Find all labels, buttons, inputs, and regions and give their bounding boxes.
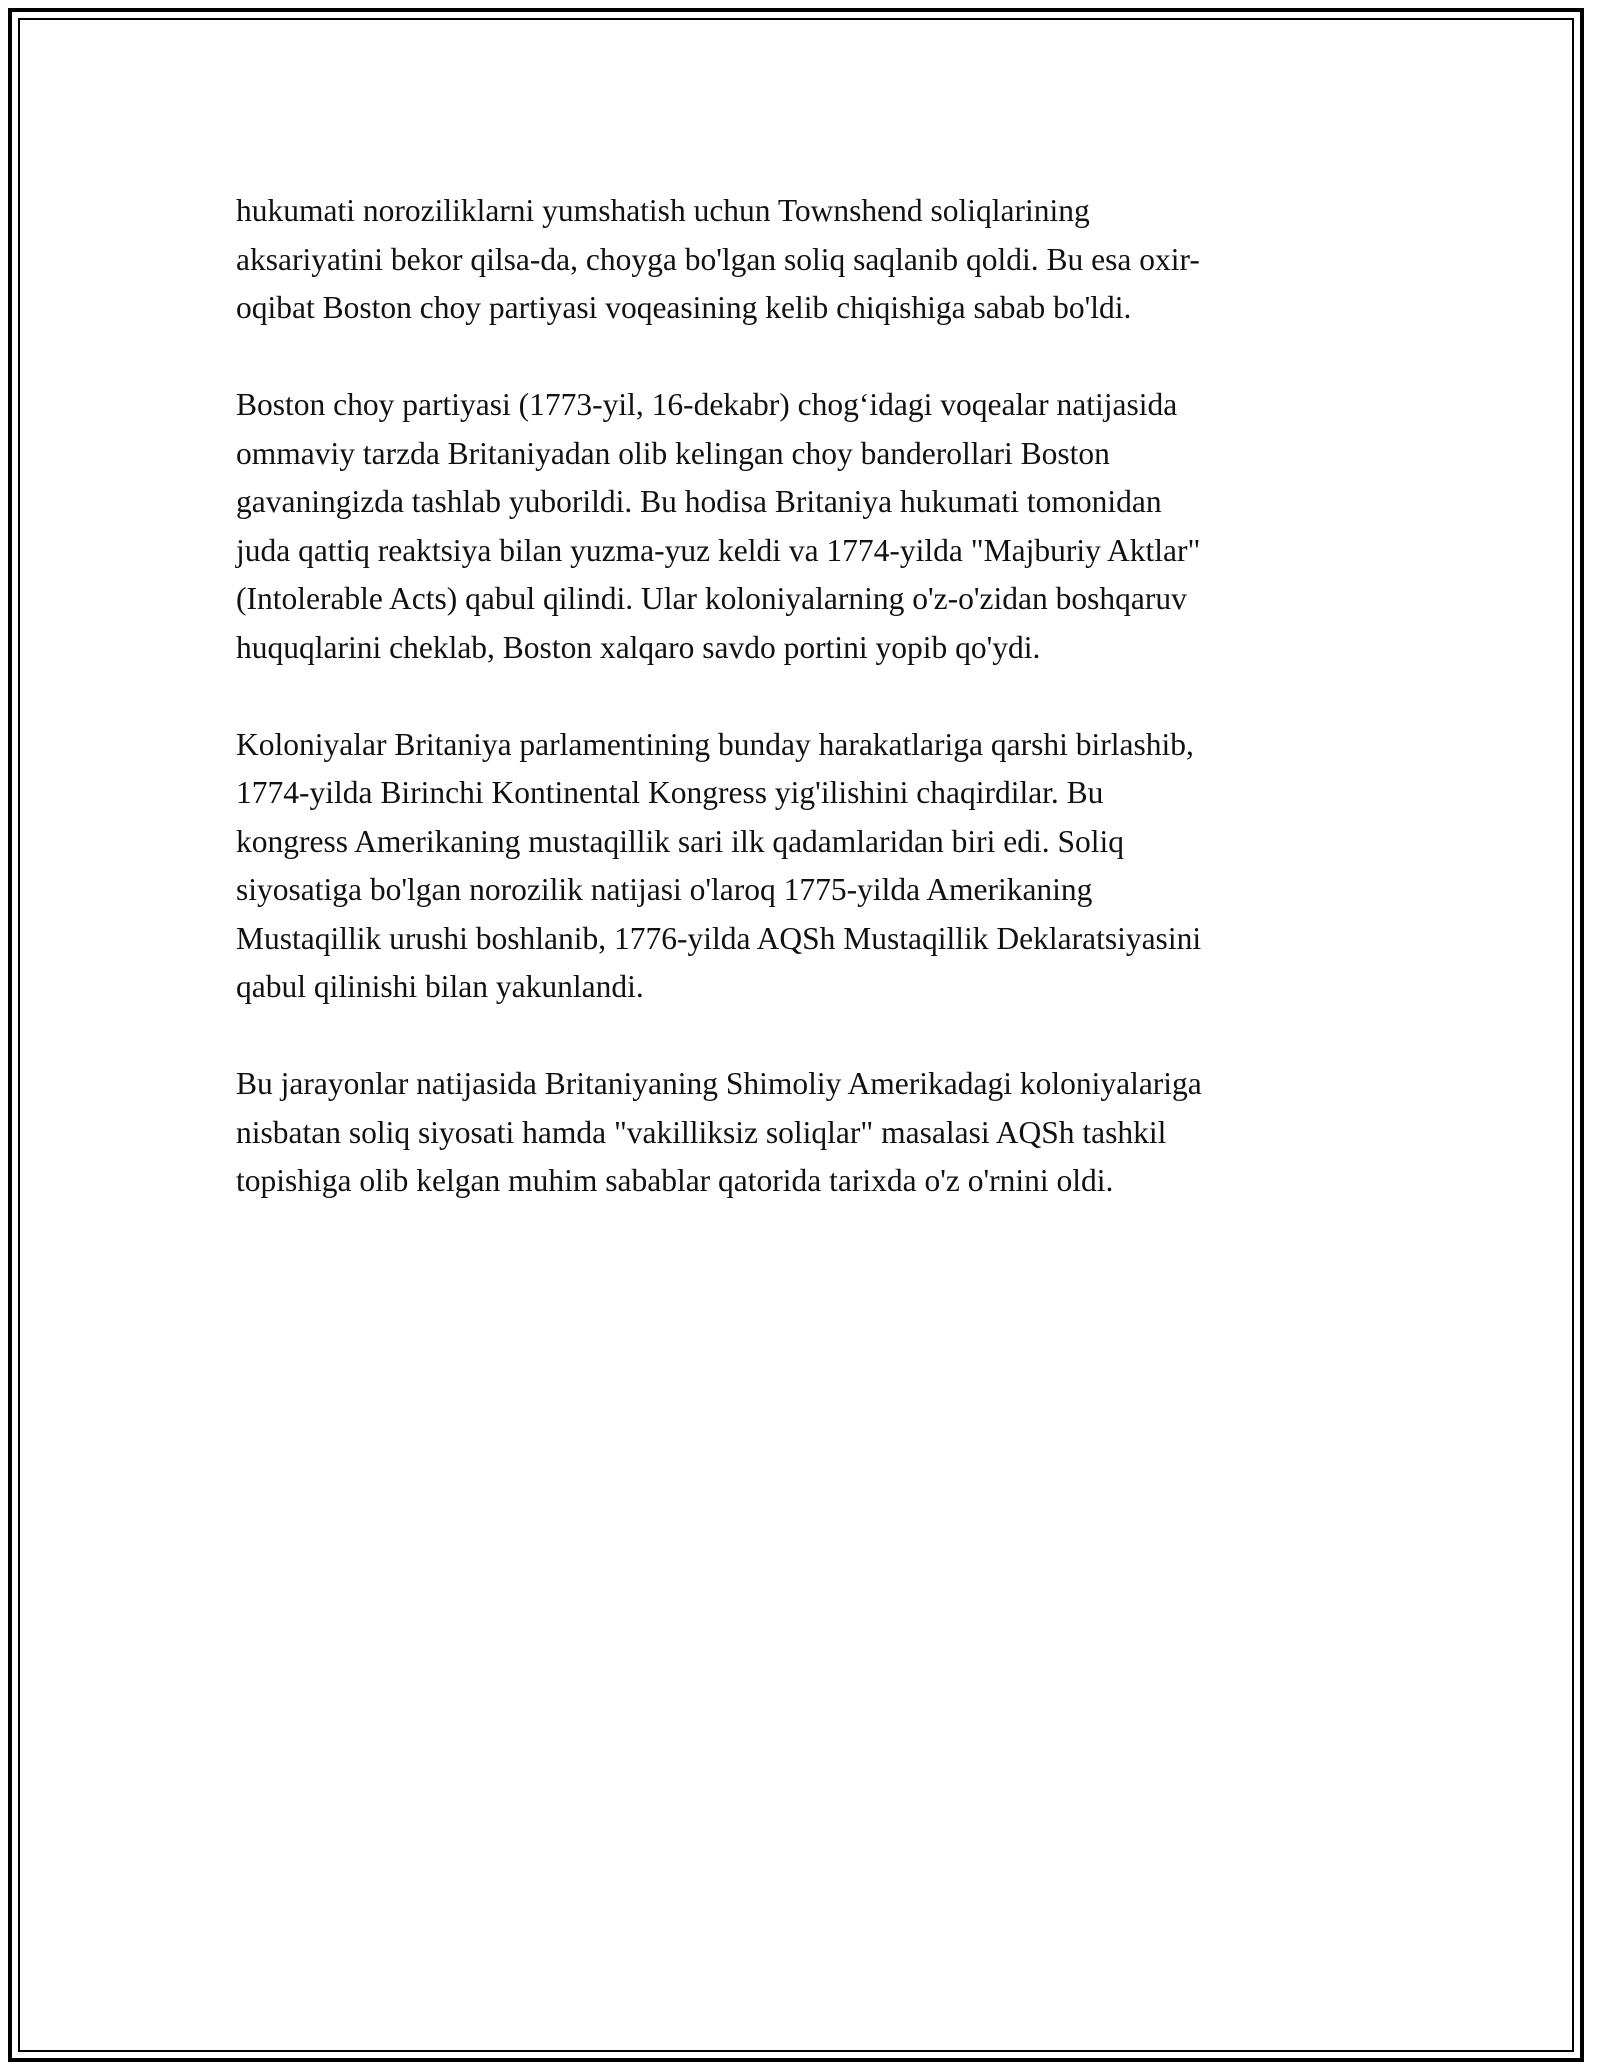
text-line: huquqlarini cheklab, Boston xalqaro savdo portini yopib qo'ydi. bbox=[236, 629, 1041, 665]
paragraph bbox=[236, 721, 1366, 1012]
text-line: topishiga olib kelgan muhim sabablar qatorida tarixda o'z o'rnini oldi. bbox=[236, 1163, 1114, 1198]
text-line: ommaviy tarzda Britaniyadan olib kelingan choy banderollari Boston bbox=[236, 435, 1110, 471]
text-line: Boston choy partiyasi (1773-yil, 16-dekabr) chog‘idagi voqealar natijasida bbox=[236, 387, 1178, 422]
text-line: Koloniyalar Britaniya parlamentining bunday harakatlariga qarshi birlashib, bbox=[236, 726, 1194, 762]
text-line: Mustaqillik urushi boshlanib, 1776-yilda AQSh Mustaqillik Deklaratsiyasini bbox=[236, 920, 1202, 956]
text-line: hukumati noroziliklarni yumshatish uchun Townshend soliqlarining bbox=[236, 193, 1090, 228]
paragraph bbox=[236, 1060, 1366, 1206]
text-line: gavaningizda tashlab yuborildi. Bu hodisa Britaniya hukumati tomonidan bbox=[236, 484, 1162, 519]
text-line: Bu jarayonlar natijasida Britaniyaning Shimoliy Amerikadagi koloniyalariga bbox=[236, 1066, 1202, 1101]
paragraph bbox=[236, 381, 1366, 672]
text-line: qabul qilinishi bilan yakunlandi. bbox=[236, 969, 644, 1004]
text-line: oqibat Boston choy partiyasi voqeasining kelib chiqishiga sabab bo'ldi. bbox=[236, 290, 1132, 325]
text-line: 1774-yilda Birinchi Kontinental Kongress yig'ilishini chaqirdilar. Bu bbox=[236, 775, 1104, 810]
text-line: siyosatiga bo'lgan norozilik natijasi o'laroq 1775-yilda Amerikaning bbox=[236, 872, 1093, 907]
text-line: aksariyatini bekor qilsa-da, choyga bo'lgan soliq saqlanib qoldi. Bu esa oxir- bbox=[236, 241, 1200, 277]
document-body bbox=[236, 187, 1366, 1254]
paragraph bbox=[236, 187, 1366, 333]
text-line: (Intolerable Acts) qabul qilindi. Ular koloniyalarning o'z-o'zidan boshqaruv bbox=[236, 581, 1187, 616]
text-line: juda qattiq reaktsiya bilan yuzma-yuz keldi va 1774-yilda "Majburiy Aktlar" bbox=[236, 532, 1201, 568]
text-line: nisbatan soliq siyosati hamda "vakilliksiz soliqlar" masalasi AQSh tashkil bbox=[236, 1114, 1167, 1150]
text-line: kongress Amerikaning mustaqillik sari ilk qadamlaridan biri edi. Soliq bbox=[236, 823, 1124, 859]
